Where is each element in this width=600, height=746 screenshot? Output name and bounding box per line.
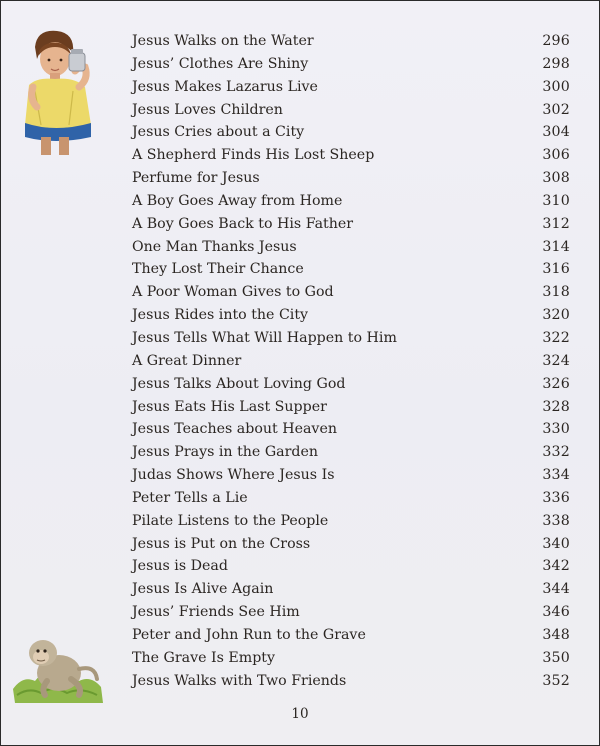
toc-entry <box>132 121 570 144</box>
toc-entry-title: Peter Tells a Lie <box>132 489 248 506</box>
toc-entry <box>132 487 570 510</box>
toc-entry <box>132 213 570 236</box>
toc-entry <box>132 510 570 533</box>
toc-entry-page-number: 328 <box>542 398 570 415</box>
toc-entry-title: Jesus is Put on the Cross <box>132 535 311 552</box>
toc-entry <box>132 373 570 396</box>
toc-entry <box>132 418 570 441</box>
toc-entry-page-number: 308 <box>542 170 570 187</box>
toc-entry <box>132 144 570 167</box>
page-number: 10 <box>291 706 309 722</box>
toc-entry <box>132 350 570 373</box>
toc-entry <box>132 601 570 624</box>
toc-entry <box>132 236 570 259</box>
toc-entry-title: A Shepherd Finds His Lost Sheep <box>132 147 375 164</box>
toc-entry-title: Jesus is Dead <box>132 558 228 575</box>
toc-entry-page-number: 306 <box>542 147 570 164</box>
toc-entry <box>132 647 570 670</box>
table-of-contents <box>132 30 570 692</box>
toc-entry <box>132 258 570 281</box>
toc-entry <box>132 441 570 464</box>
toc-entry-page-number: 320 <box>542 307 570 324</box>
toc-entry <box>132 533 570 556</box>
toc-entry-title: Jesus Loves Children <box>132 101 283 118</box>
toc-entry-page-number: 310 <box>542 192 570 209</box>
toc-entry-title: Jesus Cries about a City <box>132 124 305 141</box>
toc-entry-page-number: 352 <box>542 672 570 689</box>
toc-entry <box>132 190 570 213</box>
toc-entry <box>132 99 570 122</box>
toc-entry-title: Perfume for Jesus <box>132 170 260 187</box>
toc-entry-title: Jesus Eats His Last Supper <box>132 398 327 415</box>
toc-entry-title: A Boy Goes Away from Home <box>132 192 343 209</box>
toc-entry-title: A Great Dinner <box>132 352 242 369</box>
toc-entry-title: Peter and John Run to the Grave <box>132 626 366 643</box>
toc-entry <box>132 327 570 350</box>
toc-entry-title: A Poor Woman Gives to God <box>132 284 334 301</box>
toc-entry-page-number: 342 <box>542 558 570 575</box>
toc-entry-page-number: 316 <box>542 261 570 278</box>
toc-entry-page-number: 326 <box>542 375 570 392</box>
toc-entry <box>132 624 570 647</box>
toc-entry <box>132 30 570 53</box>
toc-entry-title: Jesus Prays in the Garden <box>132 444 319 461</box>
toc-entry-title: Jesus Makes Lazarus Live <box>132 78 318 95</box>
toc-entry-page-number: 330 <box>542 421 570 438</box>
toc-entry-page-number: 332 <box>542 444 570 461</box>
toc-entry-page-number: 324 <box>542 352 570 369</box>
toc-entry <box>132 578 570 601</box>
boy-illustration <box>15 25 103 155</box>
toc-entry-page-number: 334 <box>542 467 570 484</box>
toc-entry-title: Pilate Listens to the People <box>132 512 329 529</box>
toc-entry <box>132 555 570 578</box>
toc-entry-page-number: 312 <box>542 215 570 232</box>
toc-entry-title: Jesus’ Friends See Him <box>132 604 300 621</box>
toc-entry <box>132 464 570 487</box>
toc-entry-title: They Lost Their Chance <box>132 261 304 278</box>
toc-entry-page-number: 346 <box>542 604 570 621</box>
toc-entry-title: Judas Shows Where Jesus Is <box>132 467 335 484</box>
toc-entry-page-number: 304 <box>542 124 570 141</box>
toc-entry-title: One Man Thanks Jesus <box>132 238 297 255</box>
toc-entry <box>132 167 570 190</box>
toc-entry-page-number: 338 <box>542 512 570 529</box>
toc-entry-page-number: 340 <box>542 535 570 552</box>
toc-entry-title: Jesus Tells What Will Happen to Him <box>132 329 397 346</box>
toc-entry <box>132 670 570 693</box>
toc-entry-title: The Grave Is Empty <box>132 649 276 666</box>
toc-entry <box>132 281 570 304</box>
toc-entry-page-number: 300 <box>542 78 570 95</box>
toc-entry-title: Jesus Rides into the City <box>132 307 309 324</box>
toc-entry-page-number: 296 <box>542 33 570 49</box>
toc-entry <box>132 396 570 419</box>
toc-entry <box>132 76 570 99</box>
toc-entry-page-number: 322 <box>542 329 570 346</box>
toc-entry-title: Jesus Teaches about Heaven <box>132 421 337 438</box>
toc-entry-title: Jesus Talks About Loving God <box>132 375 346 392</box>
toc-entry-title: Jesus’ Clothes Are Shiny <box>132 55 309 72</box>
toc-entry-title: Jesus Walks on the Water <box>132 33 314 49</box>
toc-entry-page-number: 336 <box>542 489 570 506</box>
toc-entry <box>132 304 570 327</box>
toc-entry-page-number: 302 <box>542 101 570 118</box>
toc-entry-page-number: 350 <box>542 649 570 666</box>
toc-entry <box>132 53 570 76</box>
toc-entry-page-number: 344 <box>542 581 570 598</box>
toc-entry-title: Jesus Walks with Two Friends <box>132 672 347 689</box>
toc-entry-page-number: 298 <box>542 55 570 72</box>
toc-entry-title: A Boy Goes Back to His Father <box>132 215 354 232</box>
toc-entry-title: Jesus Is Alive Again <box>132 581 274 598</box>
monkey-illustration <box>13 629 105 703</box>
toc-entry-page-number: 318 <box>542 284 570 301</box>
toc-entry-page-number: 348 <box>542 626 570 643</box>
toc-entry-page-number: 314 <box>542 238 570 255</box>
